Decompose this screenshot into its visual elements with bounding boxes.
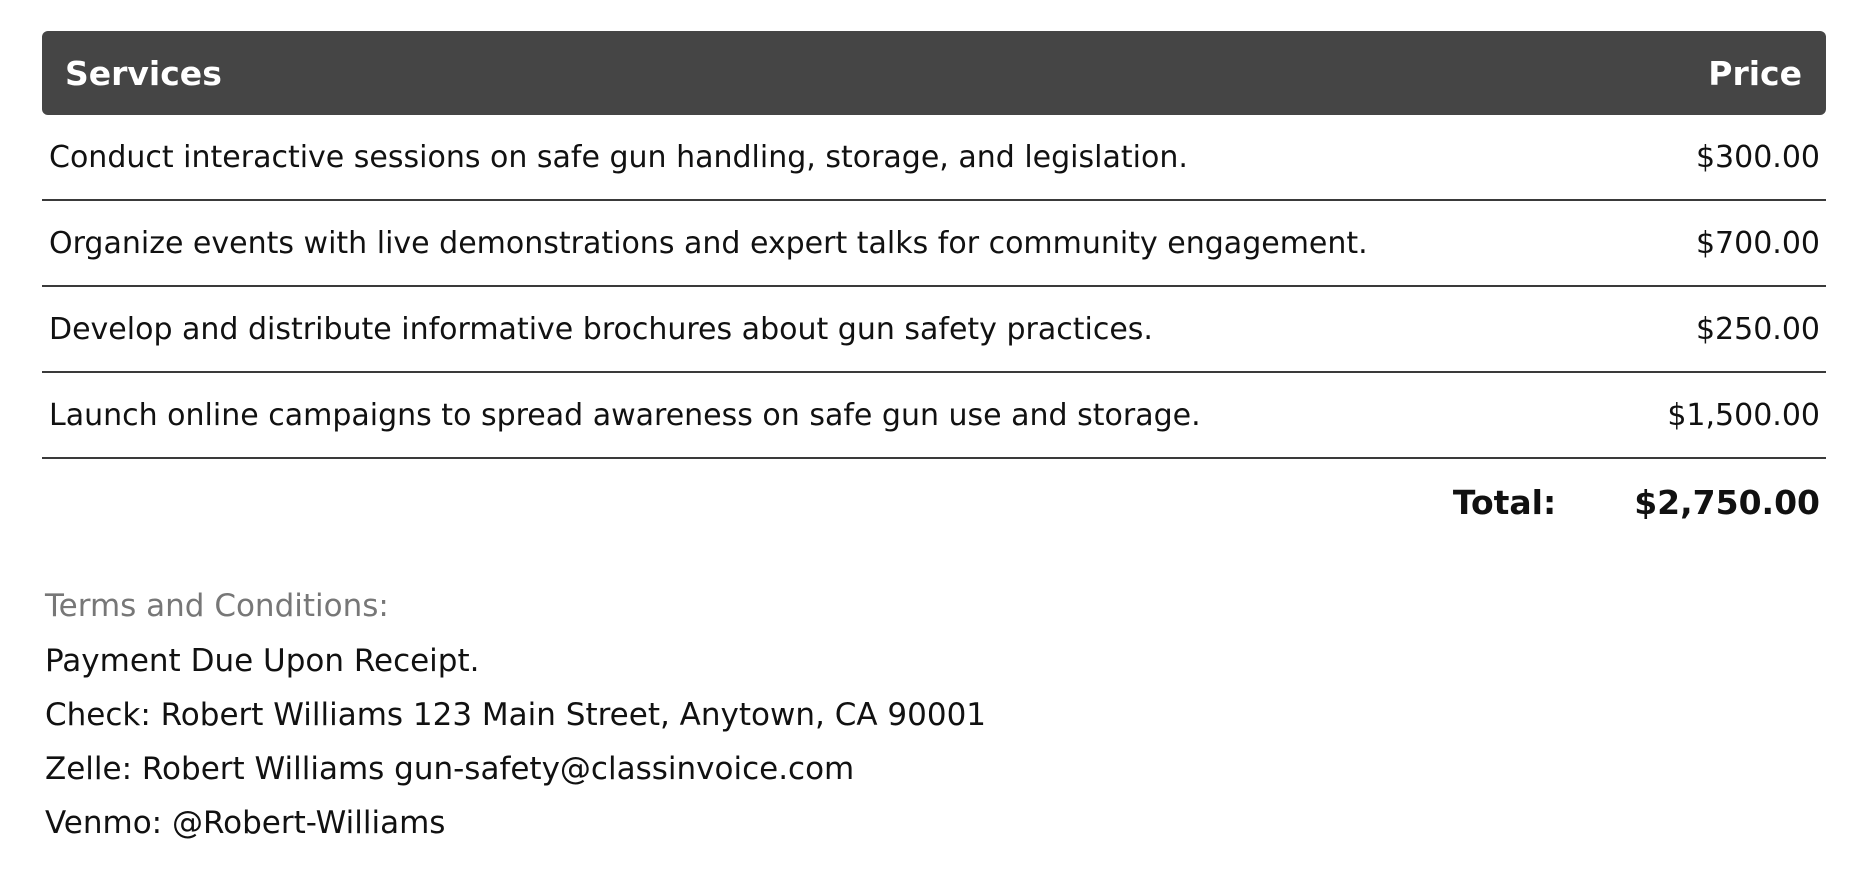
terms-heading: Terms and Conditions: bbox=[45, 588, 389, 624]
header-price: Price bbox=[1708, 53, 1802, 93]
terms-line-payment: Payment Due Upon Receipt. bbox=[45, 643, 480, 679]
service-price: $300.00 bbox=[1695, 139, 1820, 175]
services-table bbox=[42, 31, 1826, 545]
service-price: $700.00 bbox=[1695, 225, 1820, 261]
table-row bbox=[42, 373, 1826, 459]
table-row bbox=[42, 201, 1826, 287]
service-description: Develop and distribute informative brochures about gun safety practices. bbox=[49, 311, 1153, 347]
terms-line-check: Check: Robert Williams 123 Main Street, Anytown, CA 90001 bbox=[45, 697, 987, 733]
service-description: Launch online campaigns to spread awareness on safe gun use and storage. bbox=[49, 397, 1201, 433]
table-row bbox=[42, 115, 1826, 201]
table-header bbox=[42, 31, 1826, 115]
service-description: Conduct interactive sessions on safe gun handling, storage, and legislation. bbox=[49, 139, 1188, 175]
terms-line-venmo: Venmo: @Robert-Williams bbox=[45, 805, 446, 841]
header-services: Services bbox=[65, 53, 222, 93]
service-description: Organize events with live demonstrations and expert talks for community engagement. bbox=[49, 225, 1368, 261]
table-row bbox=[42, 287, 1826, 373]
total-label: Total: bbox=[1452, 482, 1557, 522]
service-price: $250.00 bbox=[1695, 311, 1820, 347]
table-body bbox=[42, 115, 1826, 459]
total-value: $2,750.00 bbox=[1634, 482, 1820, 522]
terms-section bbox=[45, 578, 986, 850]
total-row bbox=[42, 459, 1826, 545]
terms-line-zelle: Zelle: Robert Williams gun-safety@classinvoice.com bbox=[45, 751, 855, 787]
service-price: $1,500.00 bbox=[1667, 397, 1820, 433]
